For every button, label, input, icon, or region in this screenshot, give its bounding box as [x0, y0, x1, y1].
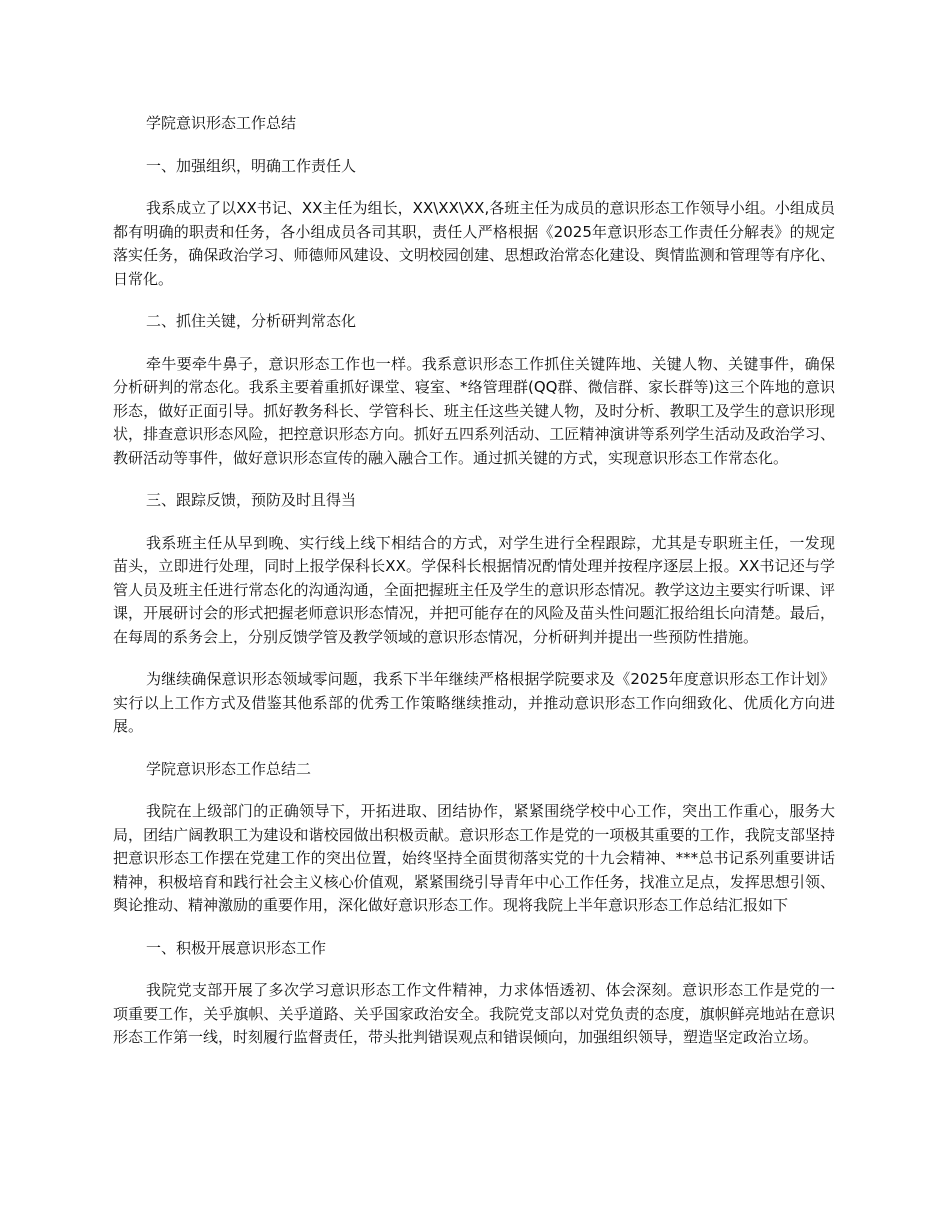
section-heading-1: 一、加强组织，明确工作责任人	[146, 156, 357, 175]
paragraph-section-4: 我院党支部开展了多次学习意识形态工作文件精神，力求体悟透初、体会深刻。意识形态工作是党的一项重要工作，关乎旗帜、关乎道路、关乎国家政治安全。我院党支部以对党负责的态度，旗帜鲜亮地站在意识形态工作第一线，时刻履行监督责任，带头批判错误观点和错误倾向，加强组织领导，塑造坚定政治立场。	[113, 981, 835, 1046]
section-heading-2: 二、抓住关键，分析研判常态化	[146, 312, 357, 330]
paragraph-section-1: 我系成立了以XX书记、XX主任为组长，XX\XX\XX,各班主任为成员的意识形态工作领导小组。小组成员都有明确的职责和任务，各小组成员各司其职，责任人严格根据《2025年意识形态工作责任分解表》的规定落实任务，确保政治学习、师德师风建设、文明校园创建、思想政治常态化建设、舆情监测和管理等有序化、日常化。	[113, 199, 835, 288]
section-heading-3: 三、跟踪反馈，预防及时且得当	[146, 491, 357, 509]
document-title-2: 学院意识形态工作总结二	[146, 759, 312, 778]
section-heading-4: 一、积极开展意识形态工作	[146, 938, 327, 957]
paragraph-section-3: 我系班主任从早到晚、实行线上线下相结合的方式，对学生进行全程跟踪，尤其是专职班主任，一发现苗头，立即进行处理，同时上报学保科长XX。学保科长根据情况酌情处理并按程序逐层上报。XX书记还与学管人员及班主任进行常态化的沟通沟通，全面把握班主任及学生的意识形态情况。教学这边主要实行听课、评课，开展研讨会的形式把握老师意识形态情况，并把可能存在的风险及苗头性问题汇报给组长向清楚。最后，在每周的系务会上，分别反馈学管及教学领域的意识形态情况，分析研判并提出一些预防性措施。	[113, 533, 835, 646]
paragraph-section-2: 牵牛要牵牛鼻子，意识形态工作也一样。我系意识形态工作抓住关键阵地、关键人物、关键事件，确保分析研判的常态化。我系主要着重抓好课堂、寝室、*络管理群(QQ群、微信群、家长群等)这三个阵地的意识形态，做好正面引导。抓好教务科长、学管科长、班主任这些关键人物，及时分析、教职工及学生的意识形现状，排查意识形态风险，把控意识形态方向。抓好五四系列活动、工匠精神演讲等系列学生活动及政治学习、教研活动等事件，做好意识形态宣传的融入融合工作。通过抓关键的方式，实现意识形态工作常态化。	[113, 354, 835, 467]
paragraph-closing: 为继续确保意识形态领域零问题，我系下半年继续严格根据学院要求及《2025年度意识形态工作计划》实行以上工作方式及借鉴其他系部的优秀工作策略继续推动，并推动意识形态工作向细致化、优质化方向进展。	[113, 670, 835, 735]
document-page	[113, 112, 835, 1050]
paragraph-intro-2: 我院在上级部门的正确领导下，开拓进取、团结协作，紧紧围绕学校中心工作，突出工作重心，服务大局，团结广阔教职工为建设和谐校园做出积极贡献。意识形态工作是党的一项极其重要的工作，我院支部坚持把意识形态工作摆在党建工作的突出位置，始终坚持全面贯彻落实党的十九会精神、***总书记系列重要讲话精神，积极培育和践行社会主义核心价值观，紧紧围绕引导青年中心工作任务，找准立足点，发挥思想引领、舆论推动、精神激励的重要作用，深化做好意识形态工作。现将我院上半年意识形态工作总结汇报如下	[113, 802, 835, 914]
document-title: 学院意识形态工作总结	[146, 114, 297, 132]
